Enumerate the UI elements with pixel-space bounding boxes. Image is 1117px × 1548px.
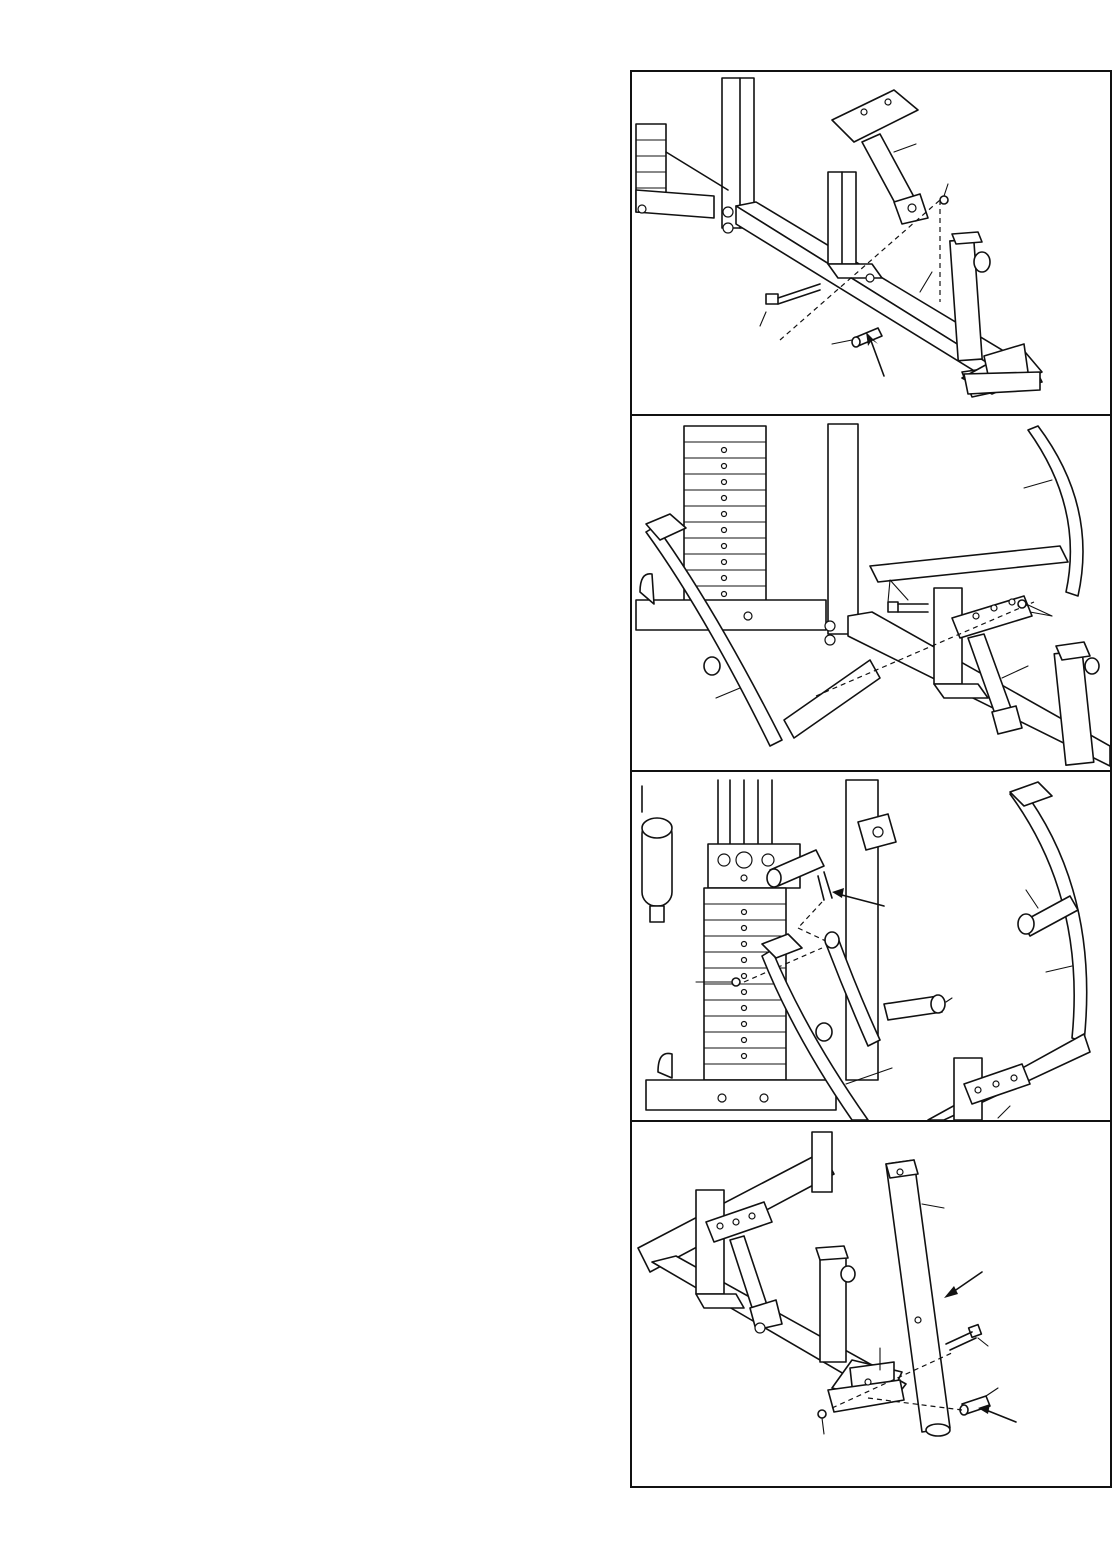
center-upright-icon bbox=[934, 588, 1032, 734]
pointer-arrow-icon bbox=[978, 1404, 1016, 1422]
nut-icon bbox=[940, 196, 948, 204]
pointer-arrow-icon bbox=[944, 1272, 982, 1298]
cross-bar-icon bbox=[784, 660, 880, 738]
assembly-panel-2 bbox=[632, 416, 1110, 770]
assembly-panel-4 bbox=[632, 1122, 1110, 1486]
rear-upright-icon bbox=[1054, 642, 1099, 765]
spacer-icon bbox=[832, 328, 882, 347]
upright-tube-illustration bbox=[632, 1122, 1110, 1486]
center-upright-icon bbox=[954, 1058, 1030, 1120]
alignment-line bbox=[798, 928, 828, 942]
peg-icon bbox=[884, 995, 952, 1020]
center-upright-icon bbox=[828, 172, 882, 282]
lever-arm-illustration bbox=[632, 772, 1110, 1120]
callout-line bbox=[822, 1418, 824, 1434]
pin-icon bbox=[818, 872, 832, 900]
curved-arm-icon bbox=[870, 426, 1083, 596]
bolt-icon bbox=[760, 284, 820, 326]
frame-base-illustration bbox=[632, 72, 1110, 414]
callout-line bbox=[944, 184, 948, 196]
callout-line bbox=[920, 272, 932, 292]
bracket-icon bbox=[658, 1053, 672, 1078]
assembly-panel-3 bbox=[632, 772, 1110, 1120]
bolt-icon bbox=[946, 1325, 988, 1350]
alignment-line bbox=[798, 902, 822, 928]
weight-stack-icon bbox=[646, 888, 836, 1110]
callout-line bbox=[894, 144, 916, 152]
nut-icon bbox=[1018, 600, 1026, 608]
main-post-icon bbox=[825, 424, 858, 645]
rear-upright-icon bbox=[816, 1246, 855, 1362]
foam-pad-icon bbox=[642, 786, 672, 922]
callout-line bbox=[1002, 666, 1028, 678]
nut-icon bbox=[818, 1410, 826, 1418]
bolt-icon bbox=[888, 580, 928, 612]
spacer-icon bbox=[960, 1388, 998, 1415]
guide-rods-icon bbox=[718, 780, 772, 852]
weight-stack-edge-icon bbox=[636, 124, 714, 218]
assembly-panel-1 bbox=[632, 72, 1110, 414]
weight-stack-illustration bbox=[632, 416, 1110, 770]
